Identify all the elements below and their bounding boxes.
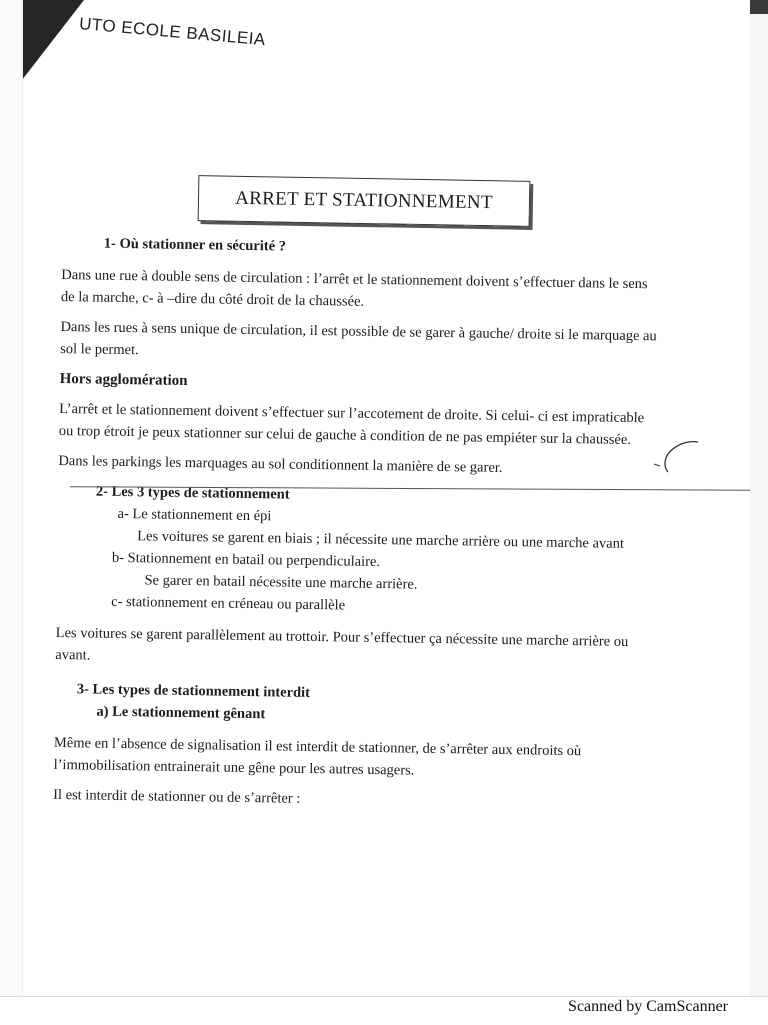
section-2-item-a-text: Les voitures se garent en biais ; il nécessite une marche arrière ou une marche avant	[137, 528, 625, 552]
section-3-paragraph-2: Il est interdit de stationner ou de s’arrêter :	[53, 786, 301, 807]
document-body	[53, 232, 662, 823]
section-3-item-a-label: a) Le stationnement gênant	[96, 703, 266, 723]
section-2-item-b-text: Se garer en batail nécessite une marche arrière.	[144, 572, 418, 593]
hors-agglomeration-heading: Hors agglomération	[59, 370, 188, 389]
section-1-paragraph-3: L’arrêt et le stationnement doivent s’effectuer sur l’accotement de droite. Si celui- ci est impraticable ou trop étroit je peux stationner sur celui de gauche à condition de ne pas empiéter sur la chaussée.	[58, 400, 645, 448]
section-2-item-b-label: b- Stationnement en batail ou perpendiculaire.	[111, 549, 381, 571]
section-1-paragraph-4: Dans les parkings les marquages au sol conditionnent la manière de se garer.	[58, 452, 503, 476]
scan-left-margin	[0, 0, 22, 1000]
pen-mark-icon	[652, 436, 700, 476]
section-1-paragraph-2: Dans les rues à sens unique de circulation, il est possible de se garer à gauche/ droite si le marquage au sol le permet.	[60, 318, 657, 359]
section-2-item-c-label: c- stationnement en créneau ou parallèle	[111, 593, 346, 614]
scanner-label: Scanned by CamScanner	[568, 998, 728, 1015]
section-2-heading: 2- Les 3 types de stationnement	[95, 483, 290, 503]
document-title: ARRET ET STATIONNEMENT	[234, 187, 494, 214]
scan-right-corner	[750, 0, 768, 14]
section-1-heading: 1- Où stationner en sécurité ?	[103, 235, 287, 255]
scan-right-margin	[750, 0, 768, 1000]
section-2-item-c-text: Les voitures se garent parallèlement au trottoir. Pour s’effectuer ça nécessite une marche arrière ou avant.	[55, 624, 629, 664]
section-3-paragraph-1: Même en l’absence de signalisation il est interdit de stationner, de s’arrêter aux endroits où l’immobilisation entrainerait une gêne pour les autres usagers.	[53, 734, 582, 779]
scanner-footer	[0, 996, 768, 1025]
section-2-item-a-label: a- Le stationnement en épi	[117, 505, 272, 525]
school-header: UTO ECOLE BASILEIA	[78, 14, 267, 50]
section-1-paragraph-1: Dans une rue à double sens de circulation : l’arrêt et le stationnement doivent s’effectuer dans le sens de la marche, c- à –dire du côté droit de la chaussée.	[60, 266, 648, 310]
section-3-heading: 3- Les types de stationnement interdit	[76, 681, 311, 701]
title-box	[198, 175, 531, 227]
